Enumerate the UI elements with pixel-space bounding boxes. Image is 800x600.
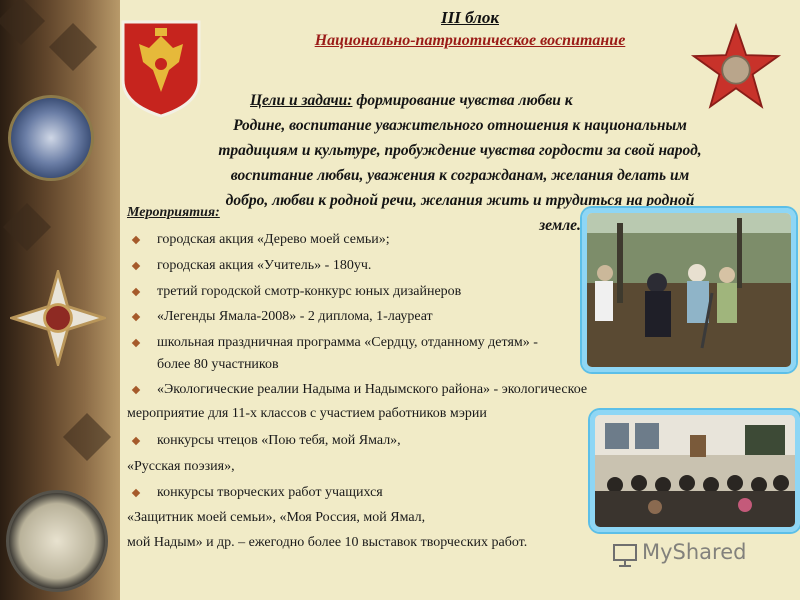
event-item: «Легенды Ямала-2008» - 2 диплома, 1-лауреат bbox=[157, 309, 433, 324]
goals-line: традициям и культуре, пробуждение чувства гордости за свой народ, bbox=[218, 142, 702, 159]
event-item: третий городской смотр-конкурс юных дизайнеров bbox=[157, 284, 462, 299]
photo-audience-hall-image bbox=[595, 415, 795, 527]
list-bullet bbox=[132, 437, 140, 445]
decor-tile bbox=[3, 203, 51, 251]
photo-tree-planting bbox=[582, 208, 796, 372]
goals-line bbox=[130, 88, 790, 113]
list-bullet bbox=[132, 489, 140, 497]
goals-line: добро, любви к родной речи, желания жить и трудиться на родной bbox=[225, 192, 695, 209]
list-bullet bbox=[132, 386, 140, 394]
list-bullet bbox=[132, 288, 140, 296]
photo-tree-planting-image bbox=[587, 213, 791, 367]
decor-tile bbox=[49, 23, 97, 71]
event-item: городская акция «Учитель» - 180уч. bbox=[157, 258, 372, 273]
photo-audience-hall bbox=[590, 410, 800, 532]
block-subtitle: Национально-патриотическое воспитание bbox=[314, 32, 626, 49]
goals-label: Цели и задачи: bbox=[250, 92, 353, 109]
event-item-continuation: мероприятие для 11-х классов с участием работников мэрии bbox=[127, 406, 487, 421]
watermark-text: MyShared bbox=[642, 540, 747, 564]
goals-line: воспитание любви, уважения к согражданам, желания делать им bbox=[230, 167, 690, 184]
compass-icon bbox=[6, 490, 108, 592]
list-bullet bbox=[132, 262, 140, 270]
event-item-continuation: «Защитник моей семьи», «Моя Россия, мой Ямал, bbox=[127, 510, 426, 525]
presentation-icon bbox=[612, 542, 638, 568]
medal-icon bbox=[8, 95, 94, 181]
event-item-continuation: более 80 участников bbox=[157, 357, 279, 372]
goals-text: формирование чувства любви к bbox=[356, 92, 573, 109]
event-item: «Экологические реалии Надыма и Надымского района» - экологическое bbox=[157, 382, 588, 397]
list-bullet bbox=[132, 313, 140, 321]
event-item-continuation: мой Надым» и др. – ежегодно более 10 выставок творческих работ. bbox=[127, 535, 528, 550]
goals-line: земле. bbox=[539, 217, 581, 234]
block-title: III блок bbox=[441, 8, 499, 27]
order-cross-icon bbox=[10, 270, 106, 366]
decorative-left-strip bbox=[0, 0, 120, 600]
event-item: городская акция «Дерево моей семьи»; bbox=[157, 232, 390, 247]
event-item: школьная праздничная программа «Сердцу, отданному детям» - bbox=[157, 335, 538, 350]
event-item: конкурсы чтецов «Пою тебя, мой Ямал», bbox=[157, 433, 401, 448]
event-item: конкурсы творческих работ учащихся bbox=[157, 485, 383, 500]
goals-line: Родине, воспитание уважительного отношения к национальным bbox=[233, 117, 687, 134]
events-label: Мероприятия: bbox=[127, 205, 220, 220]
event-item-continuation: «Русская поэзия», bbox=[127, 459, 235, 474]
decor-tile bbox=[63, 413, 111, 461]
list-bullet bbox=[132, 339, 140, 347]
